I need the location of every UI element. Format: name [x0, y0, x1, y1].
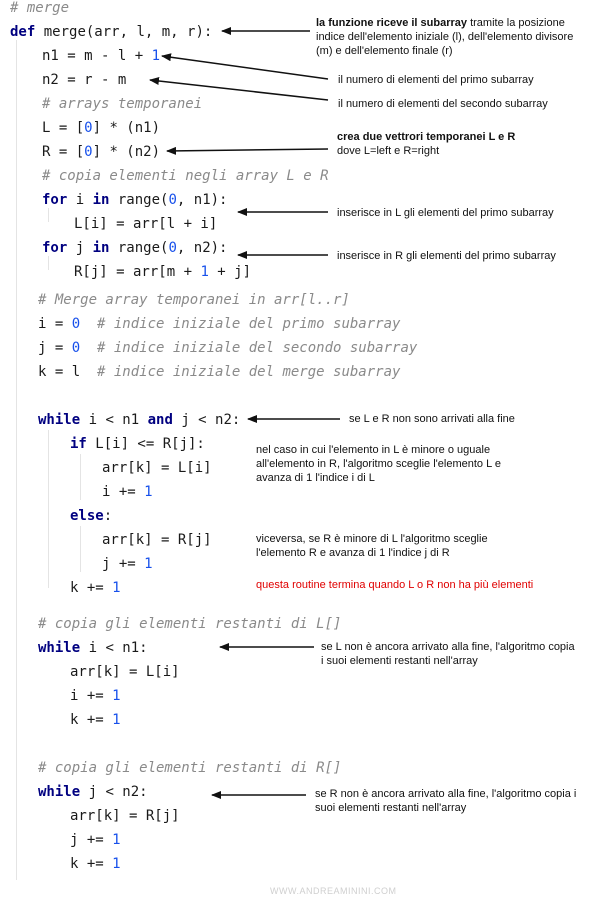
code-line-copy-L: arr[k] = L[i]	[70, 664, 180, 680]
annotation-remaining-R: se R non è ancora arrivato alla fine, l'algoritmo copia i suoi elementi restanti nell'array	[315, 788, 577, 814]
annotation-n2: il numero di elementi del secondo subarray	[338, 98, 548, 110]
code-text: L[i] <= R[j]:	[86, 436, 205, 452]
code-text: R = [	[42, 144, 85, 160]
code-text: + j]	[208, 264, 252, 280]
code-text: k +=	[70, 580, 113, 596]
code-text: , n2):	[176, 240, 228, 256]
code-text: j < n2:	[172, 412, 241, 428]
code-text: :	[103, 508, 113, 524]
watermark: WWW.ANDREAMININI.COM	[270, 886, 397, 896]
number: 1	[200, 264, 209, 280]
code-text: j +=	[102, 556, 145, 572]
code-text: k = l	[38, 364, 81, 380]
keyword: def	[10, 24, 36, 40]
number: 0	[168, 240, 177, 256]
code-text: range(	[109, 192, 169, 208]
code-text: i	[67, 192, 93, 208]
code-text: j < n2:	[80, 784, 148, 800]
annotation-fill-L: inserisce in L gli elementi del primo subarray	[337, 207, 554, 219]
code-text: , n1):	[176, 192, 228, 208]
number: 0	[84, 120, 93, 136]
number: 1	[112, 688, 121, 704]
code-text: range(	[109, 240, 169, 256]
code-comment: # indice iniziale del secondo subarray	[80, 340, 418, 356]
code-comment: # arrays temporanei	[42, 96, 203, 112]
keyword: if	[70, 436, 87, 452]
keyword: for	[42, 192, 68, 208]
code-comment: # indice iniziale del primo subarray	[80, 316, 401, 332]
number: 1	[112, 712, 121, 728]
keyword: and	[147, 412, 173, 428]
code-comment: # indice iniziale del merge subarray	[80, 364, 401, 380]
annotation-remaining-L: se L non è ancora arrivato alla fine, l'algoritmo copia i suoi elementi restanti nell'array	[321, 641, 575, 667]
arrow-line	[167, 149, 328, 151]
number: 1	[112, 580, 121, 596]
arrow-line	[150, 80, 328, 100]
code-comment: # copia gli elementi restanti di R[]	[38, 760, 342, 776]
annotation-if-branch: nel caso in cui l'elemento in L è minore o uguale all'elemento in R, l'algoritmo sceglie l'elemento L e avanza di 1 l'indice i di L	[256, 444, 501, 484]
annotation-text: tramite la posizione indice dell'elemento iniziale (l), dell'elemento divisore (m) e dell'elemento finale (r)	[316, 17, 574, 57]
number: 1	[151, 48, 161, 64]
number: 1	[112, 856, 121, 872]
keyword: else	[70, 508, 104, 524]
code-text: n1 = m - l +	[42, 48, 152, 64]
code-comment: # merge	[10, 0, 70, 16]
keyword: while	[38, 640, 81, 656]
keyword: in	[92, 192, 110, 208]
code-text: j =	[38, 340, 72, 356]
keyword: while	[38, 784, 81, 800]
code-line-n2: n2 = r - m	[42, 72, 127, 88]
arrow-line	[162, 56, 328, 79]
code-text: j +=	[70, 832, 113, 848]
annotation-bold: crea due vettrori temporanei L e R	[337, 131, 516, 143]
code-text: k +=	[70, 856, 113, 872]
code-line-take-R: arr[k] = R[j]	[102, 532, 212, 548]
code-text: i +=	[70, 688, 113, 704]
code-line-take-L: arr[k] = L[i]	[102, 460, 212, 476]
keyword: in	[92, 240, 110, 256]
annotation-text: dove L=left e R=right	[337, 145, 440, 157]
annotation-bold: la funzione riceve il subarray	[316, 17, 468, 29]
number: 1	[144, 556, 153, 572]
number: 1	[112, 832, 121, 848]
keyword: for	[42, 240, 68, 256]
code-comment: # Merge array temporanei in arr[l..r]	[38, 292, 350, 308]
annotation-else-branch: viceversa, se R è minore di L l'algoritmo sceglie l'elemento R e avanza di 1 l'indice j di R	[256, 533, 488, 559]
code-text: R[j] = arr[m +	[74, 264, 201, 280]
code-text: i =	[38, 316, 72, 332]
annotation-n1: il numero di elementi del primo subarray	[338, 74, 534, 86]
number: 0	[168, 192, 177, 208]
annotation-fill-R: inserisce in R gli elementi del primo subarray	[337, 250, 556, 262]
annotation-routine-end: questa routine termina quando L o R non ha più elementi	[256, 579, 534, 591]
number: 0	[84, 144, 93, 160]
code-comment: # copia gli elementi restanti di L[]	[38, 616, 342, 632]
keyword: while	[38, 412, 81, 428]
code-text: merge(arr, l, m, r):	[35, 24, 213, 40]
code-line-L-assign: L[i] = arr[l + i]	[74, 216, 218, 232]
number: 1	[144, 484, 153, 500]
code-text: j	[67, 240, 93, 256]
code-text: k +=	[70, 712, 113, 728]
code-comment: # copia elementi negli array L e R	[42, 168, 329, 184]
code-text: L = [	[42, 120, 85, 136]
number: 0	[71, 316, 81, 332]
annotation-while-main: se L e R non sono arrivati alla fine	[349, 413, 515, 425]
code-text: i +=	[102, 484, 145, 500]
code-text: i < n1	[80, 412, 148, 428]
code-line-copy-R: arr[k] = R[j]	[70, 808, 180, 824]
code-text: i < n1:	[80, 640, 148, 656]
code-text: ] * (n1)	[92, 120, 161, 136]
code-text: ] * (n2)	[92, 144, 161, 160]
number: 0	[71, 340, 81, 356]
